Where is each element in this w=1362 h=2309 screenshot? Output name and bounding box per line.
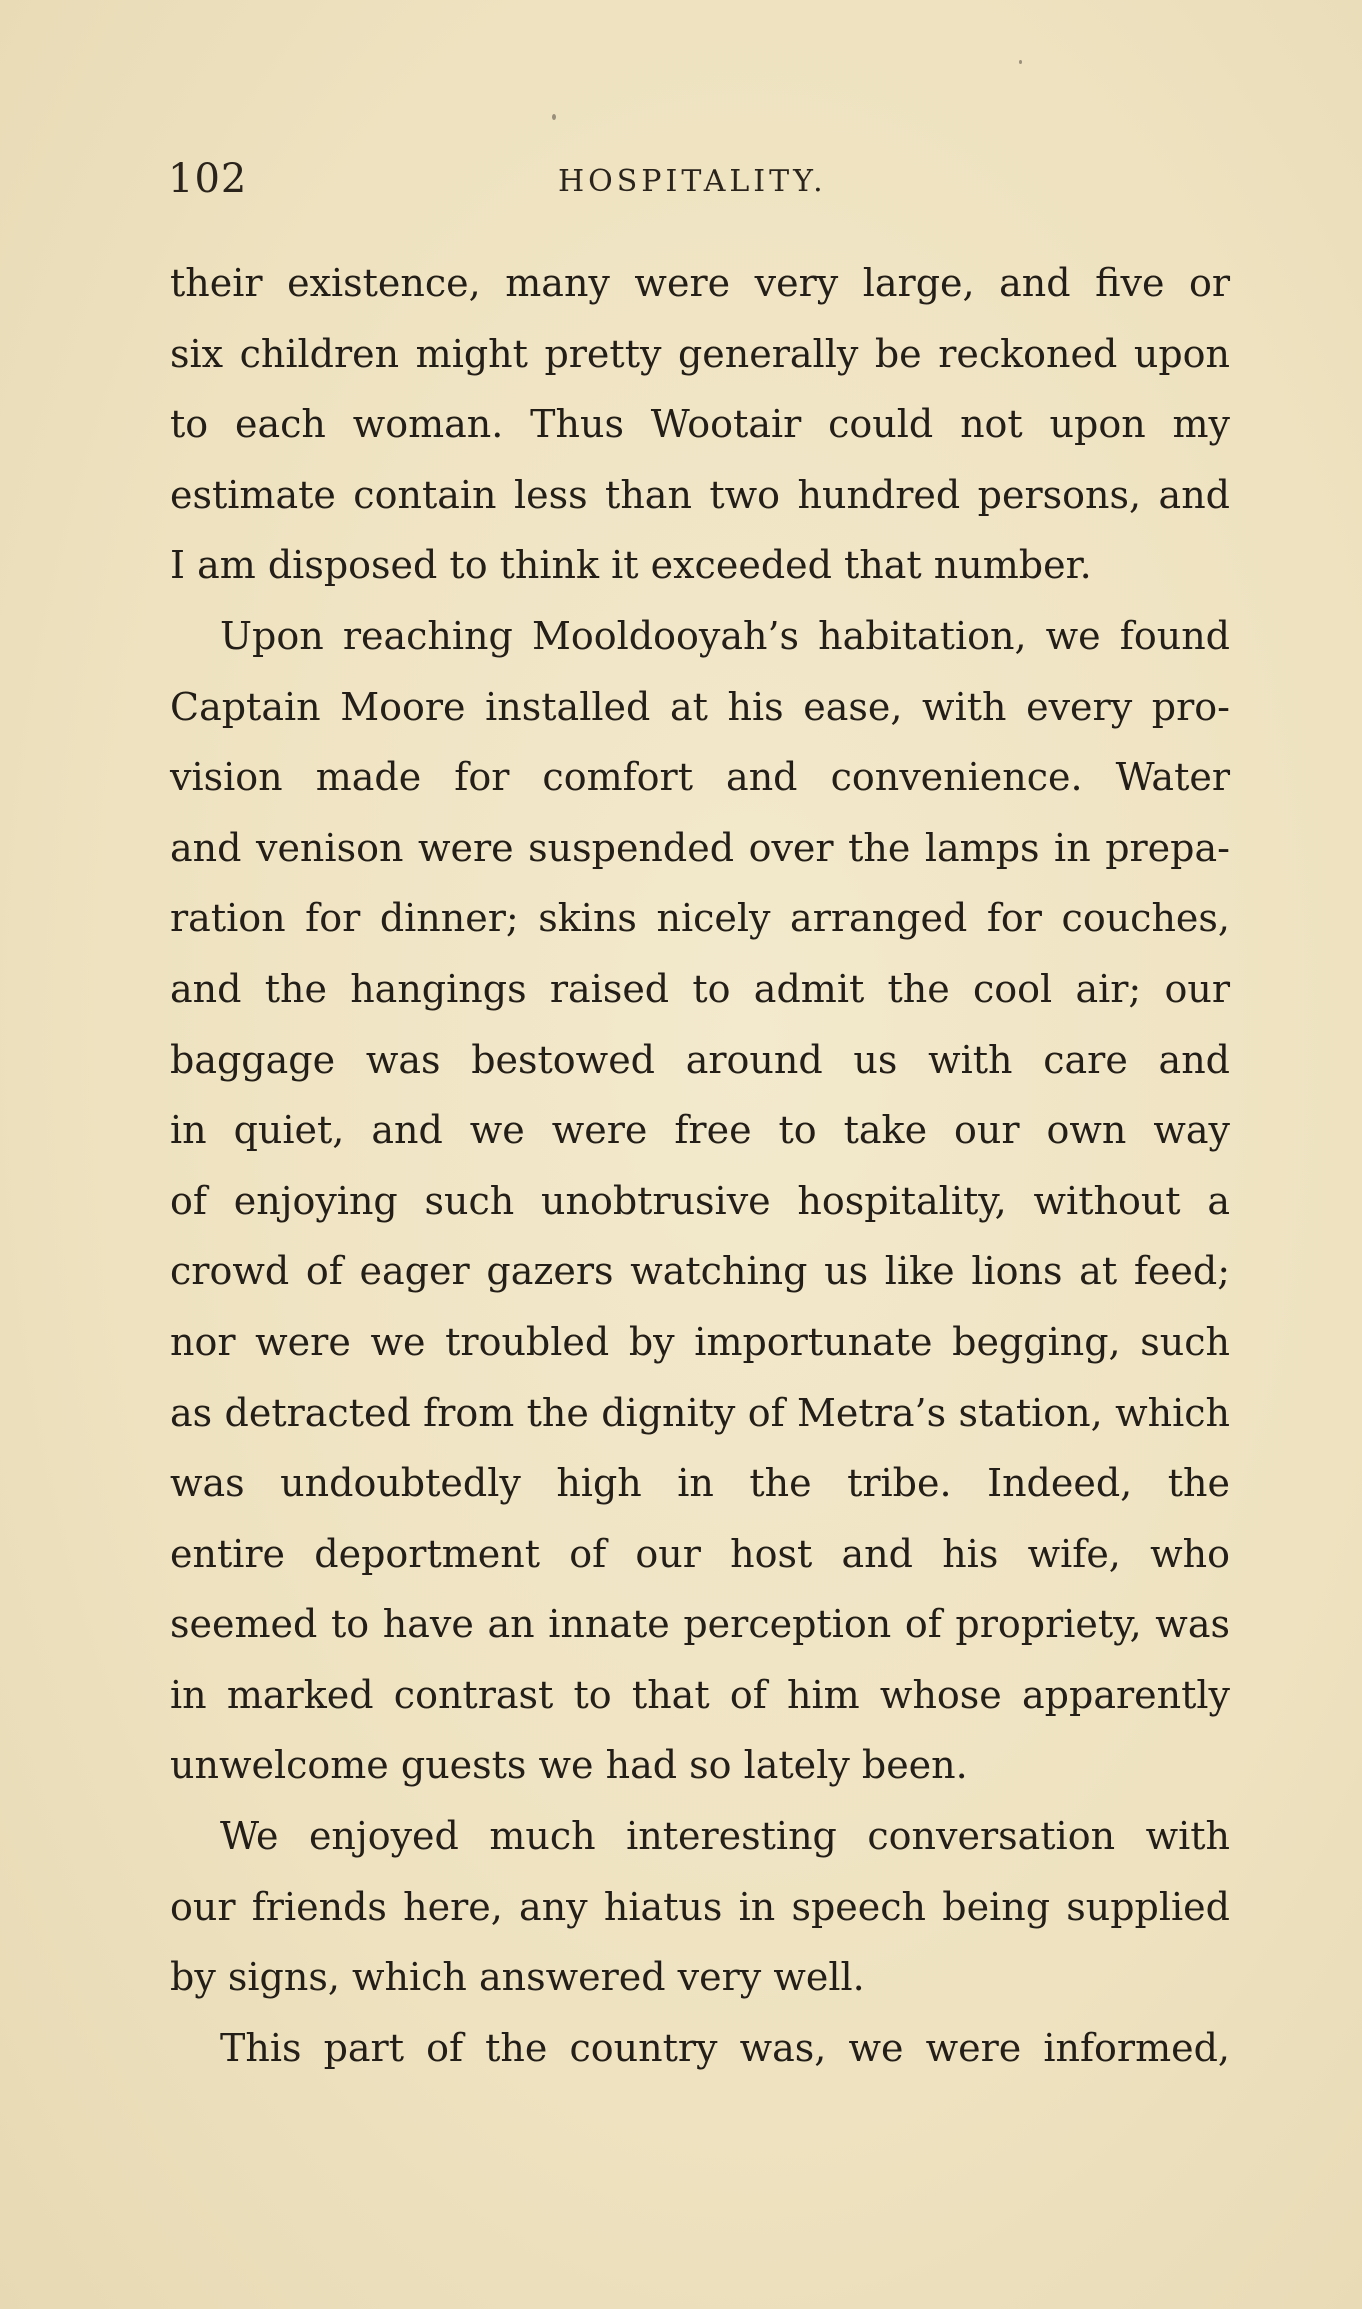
text-line: as detracted from the dignity of Metra’s station, which [170,1390,1230,1435]
text-line: We enjoyed much interesting conversation with [220,1814,1230,1859]
text-line: our friends here, any hiatus in speech being supplied [170,1884,1230,1929]
text-line: of enjoying such unobtrusive hospitality, without a [170,1178,1230,1223]
header-title: HOSPITALITY. [558,164,827,199]
page-number: 102 [168,156,248,202]
text-line: Upon reaching Mooldooyah’s habitation, we found [220,613,1230,658]
body-text [170,248,1230,2083]
text-line: vision made for comfort and convenience. Water [170,755,1230,800]
text-line: in quiet, and we were free to take our own way [170,1108,1230,1153]
text-line: entire deportment of our host and his wife, who [170,1531,1230,1576]
text-line: their existence, many were very large, and five or [170,261,1230,305]
page-speck [1019,60,1022,64]
text-line: I am disposed to think it exceeded that number. [170,543,1092,588]
text-line: and venison were suspended over the lamps in prepa- [170,825,1230,870]
text-line: Captain Moore installed at his ease, with every pro- [170,684,1230,729]
text-line: six children might pretty generally be reckoned upon [170,331,1230,376]
text-line: was undoubtedly high in the tribe. Indeed, the [170,1461,1230,1506]
page-speck [552,114,556,120]
running-head [168,156,1228,206]
text-line: and the hangings raised to admit the cool air; our [170,966,1230,1011]
text-line: crowd of eager gazers watching us like lions at feed; [170,1249,1230,1294]
text-line: by signs, which answered very well. [170,1955,865,2000]
text-line: estimate contain less than two hundred persons, and [170,472,1230,517]
text-line: nor were we troubled by importunate begging, such [170,1319,1230,1364]
text-line: baggage was bestowed around us with care and [170,1037,1230,1082]
text-line: in marked contrast to that of him whose apparently [170,1672,1230,1717]
text-line: This part of the country was, we were informed, [220,2025,1230,2070]
text-line: to each woman. Thus Wootair could not upon my [170,402,1230,447]
text-line: unwelcome guests we had so lately been. [170,1743,968,1788]
text-line: ration for dinner; skins nicely arranged for couches, [170,896,1230,941]
text-line: seemed to have an innate perception of propriety, was [170,1602,1230,1647]
